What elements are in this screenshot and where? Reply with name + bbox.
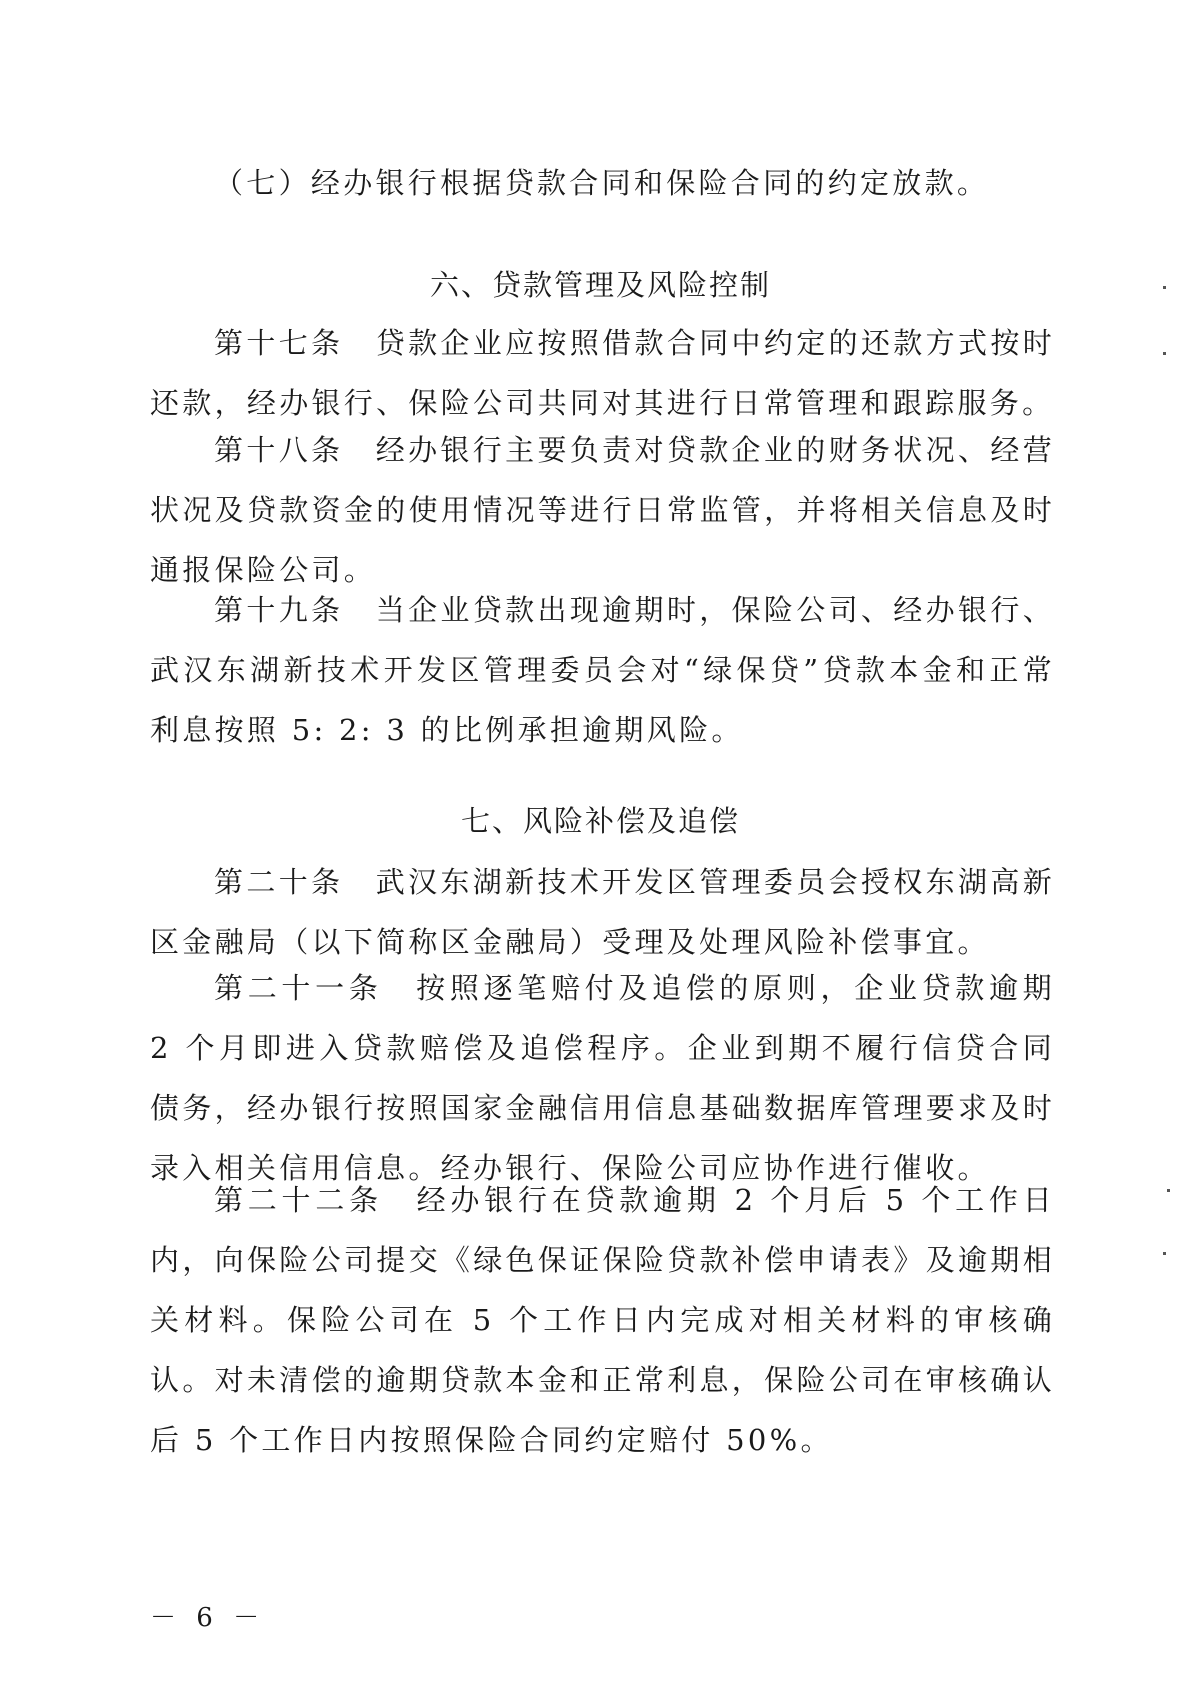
- article-20: 第二十条 武汉东湖新技术开发区管理委员会授权东湖高新区金融局（以下简称区金融局）受理及处理风险补偿事宜。: [150, 865, 1055, 959]
- article-22: 第二十二条 经办银行在贷款逾期 2 个月后 5 个工作日内，向保险公司提交《绿色保证保险贷款补偿申请表》及逾期相关材料。保险公司在 5 个工作日内完成对相关材料的审核确认。对未清偿的逾期贷款本金和正常利息，保险公司在审核确认后 5 个工作日内按照保险合同约定赔付 50%。: [150, 1183, 1055, 1457]
- scan-mark: [1163, 352, 1166, 355]
- article-18: 第十八条 经办银行主要负责对贷款企业的财务状况、经营状况及贷款资金的使用情况等进行日常监管，并将相关信息及时通报保险公司。: [150, 433, 1055, 587]
- scan-mark: [1167, 1189, 1170, 1192]
- article-17: 第十七条 贷款企业应按照借款合同中约定的还款方式按时还款，经办银行、保险公司共同对其进行日常管理和跟踪服务。: [150, 326, 1055, 420]
- article-21: 第二十一条 按照逐笔赔付及追偿的原则，企业贷款逾期 2 个月即进入贷款赔偿及追偿程序。企业到期不履行信贷合同债务，经办银行按照国家金融信用信息基础数据库管理要求及时录入相关信用信息。经办银行、保险公司应协作进行催收。: [150, 971, 1055, 1185]
- paragraph-item-7: （七）经办银行根据贷款合同和保险合同的约定放款。: [214, 166, 990, 200]
- scan-mark: [1163, 1252, 1166, 1255]
- scan-mark: [1163, 286, 1166, 289]
- page-number: － 6 －: [150, 1603, 266, 1633]
- section-heading-6: 六、贷款管理及风险控制: [429, 268, 771, 302]
- article-19: 第十九条 当企业贷款出现逾期时，保险公司、经办银行、武汉东湖新技术开发区管理委员会对“绿保贷”贷款本金和正常利息按照 5: 2: 3 的比例承担逾期风险。: [150, 593, 1055, 747]
- section-heading-7: 七、风险补偿及追偿: [460, 804, 740, 838]
